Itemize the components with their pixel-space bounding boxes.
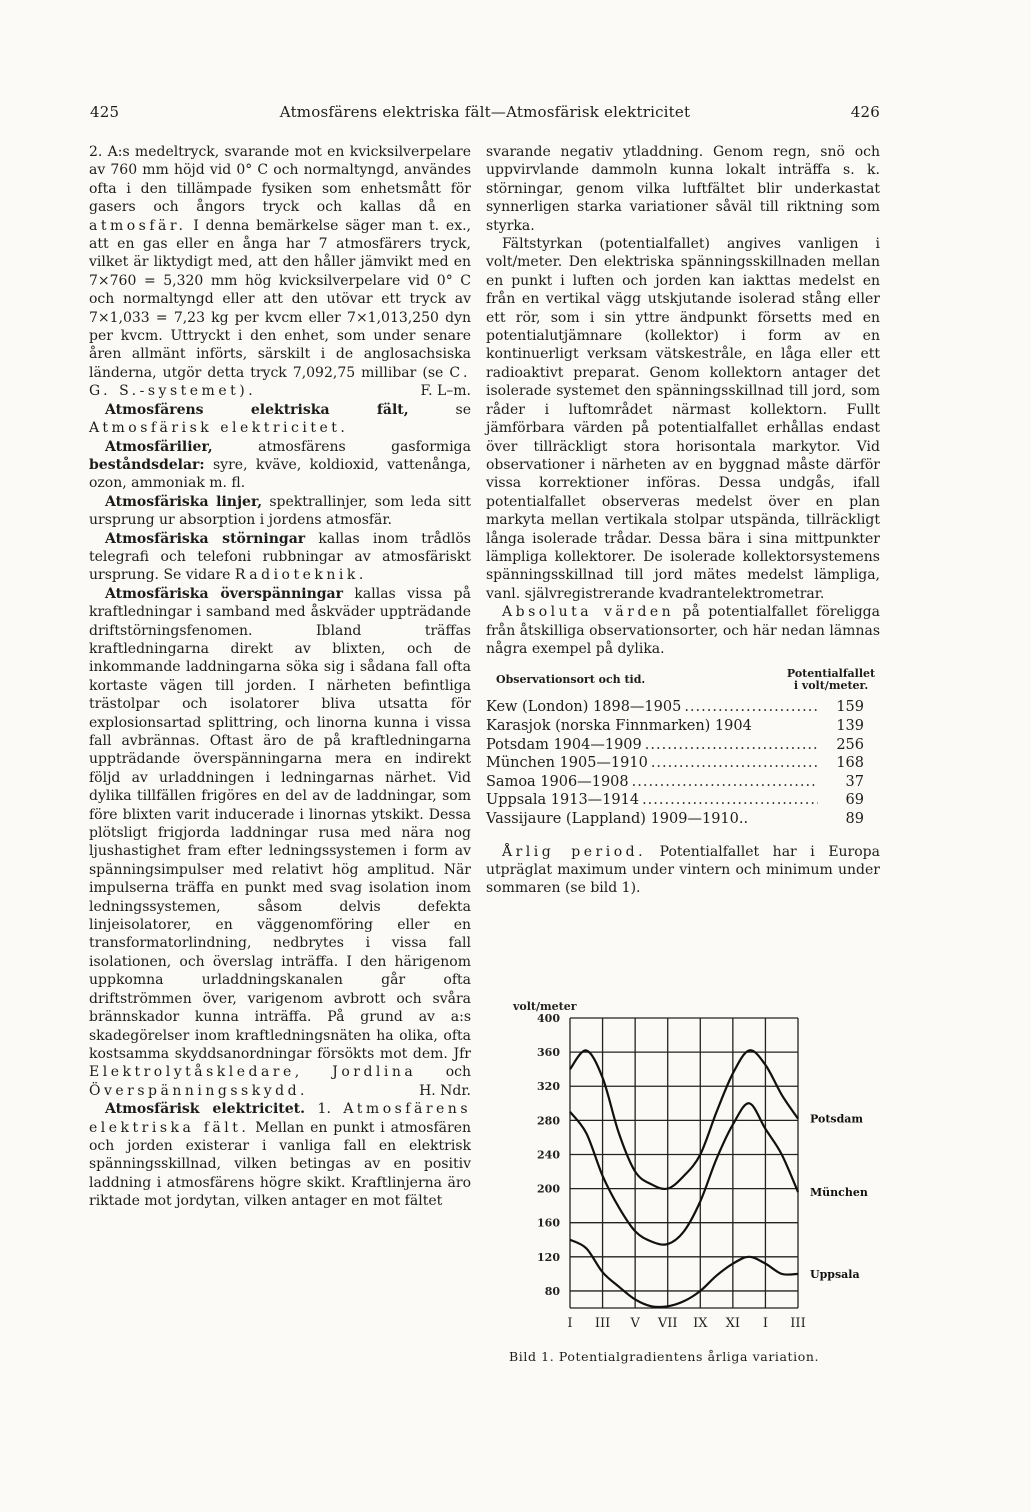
entry-atmosfarilier: Atmosfärilier, atmosfärens gasformiga beståndsdelar: syre, kväve, koldioxid, vattenånga, ozon, ammoniak m. fl.: [89, 438, 472, 492]
left-column: [89, 143, 471, 1211]
paragraph-absoluta-varden: Absoluta värden på potentialfallet föreligga från åtskilliga observationsorter, och här nedan lämnas några exempel på dylika.: [486, 604, 880, 657]
cross-reference-link[interactable]: Jordlina: [332, 1064, 417, 1081]
table-row: Potsdam 1904—1909 ..... 256: [486, 736, 878, 755]
y-tick-label: 320: [537, 1080, 560, 1094]
y-axis-label: volt/meter: [513, 1000, 577, 1013]
table-row: Samoa 1906—1908 ..... 37: [486, 773, 878, 792]
table-row: Uppsala 1913—1914 ..... 69: [486, 791, 878, 810]
y-tick-label: 400: [537, 1012, 560, 1025]
legend-label: Potsdam: [810, 1112, 864, 1126]
series-line-uppsala: [570, 1240, 798, 1307]
entry-atmosfariska-storningar: Atmosfäriska störningar kallas inom trådlös telegrafi och telefoni rubbningar av atmosfäriskt ursprung. Se vidare Radioteknik.: [89, 530, 471, 584]
x-tick-label: III: [790, 1316, 806, 1330]
paragraph-arlig-period: Årlig period. Potentialfallet har i Europa utpräglat maximum under vintern och minimum under sommaren (se bild 1).: [486, 843, 880, 897]
running-header: [90, 103, 880, 127]
potential-table: [486, 668, 878, 828]
figure-caption: Bild 1. Potentialgradientens årliga variation.: [509, 1349, 820, 1364]
author-signature: F. L–m.: [420, 383, 471, 400]
entry-atmosfar-continued: 2. A:s medeltryck, svarande mot en kvicksilverpelare av 760 mm höjd vid 0° C och normaltyngd, användes ofta i den tillämpade fysiken som enhetsmått för gasers och ångors tryck och kallas då en atmosfär. I denna bemärkelse säger man t. ex., att en gas eller en ånga har 7 atmosfärers tryck, vilket är liktydigt med, att den håller jämvikt med en 7×760 = 5,320 mm hög kvicksilverpelare vid 0° C och normaltyngd eller att den utövar ett tryck av 7×1,033 = 7,23 kg per kvcm eller 7×1,013,250 dyn per kvcm. Uttryckt i den enhet, som under senare åren allmänt införts, särskilt i de anglosachsiska länderna, utgör detta tryck 7,092,75 millibar (se C. G. S.-systemet). F. L–m.: [89, 144, 471, 400]
table-row: Karasjok (norska Finnmarken) 1904 139: [486, 717, 864, 734]
legend-label: München: [810, 1186, 868, 1199]
page-number-right: 426: [850, 103, 880, 121]
table-row: Vassijaure (Lappland) 1909—1910.. 89: [486, 810, 864, 827]
potential-gradient-chart: [505, 990, 880, 1330]
y-tick-label: 240: [537, 1148, 560, 1162]
entry-atmosfarens-elektriska-falt: Atmosfärens elektriska fält, se Atmosfärisk elektricitet.: [89, 401, 471, 437]
x-tick-label: VII: [657, 1316, 678, 1330]
running-title: Atmosfärens elektriska fält—Atmosfärisk elektricitet: [279, 103, 691, 121]
column-header-value: Potentialfallet i volt/meter.: [786, 667, 876, 693]
x-tick-label: V: [630, 1316, 640, 1330]
y-tick-label: 200: [537, 1182, 560, 1196]
author-signature: H. Ndr.: [419, 1082, 471, 1099]
page-number-left: 425: [90, 103, 120, 121]
entry-atmosfariska-overspanningar: Atmosfäriska överspänningar kallas vissa på kraftledningar i samband med åskväder uppträdande driftstörningsfenomen. Ibland träffas kraftledningarna direkt av blixten, och de inkommande laddningarna söka sig i sådana fall ofta kortaste vägen till jorden. I närheten befintliga trästolpar och isolatorer bliva utsatta för explosionsartad splittring, och linorna kunna i vissa fall avbrännas. Oftast äro de på kraftledningarna uppträdande överspänningarna mera en indirekt följd av urladdningen i ledningarnas närhet. Vid dylika tillfällen frigöres en del av de laddningar, som före blixten varit inducerade i linornas ytskikt. Dessa plötsligt frigjorda laddningar rusa med nära nog ljushastighet fram efter ledningssystemen i form av spänningsimpulser med relativt hög amplitud. När impulserna träffa en punkt med svag isolation inom ledningssystemen, såsom delvis defekta linjeisolatorer, en väggenomföring eller en transformatorlindning, nedbrytes i vissa fall isolationen, och överslag inträffa. I den härigenom uppkomna urladdningskanalen går ofta driftströmmen över, varigenom avbrott och svåra brännskador kunna inträffa. På grund av a:s skadegörelser inom kraftledningsnäten ha olika, ofta kostsamma skyddsanordningar försökts mot dem. Jfr Elektrolytåskledare, Jordlina och Överspänningsskydd. H. Ndr.: [89, 585, 471, 1099]
paragraph-faltstyrkan: Fältstyrkan (potentialfallet) angives vanligen i volt/meter. Den elektriska spänningsskillnaden mellan en punkt i luften och jorden kan iakttas medelst en från en vertikal vägg utskjutande isolerad stång eller ett rör, som i sin yttre ändpunkt försetts med en potentialutjämnare (kollektor) i form av en kontinuerligt verksam vätskestråle, en låga eller ett radioaktivt preparat. Genom kollektorn antager det isolerade systemet den spänningsskillnad till jord, som råder i luftområdet närmast kollektorn. Fullt jämförbara värden på potentialfallet erhållas endast över tillräckligt stora horisontala markytor. Vid observationer i närheten av en byggnad måste därför vissa korrektioner införas. Dessa undgås, ifall potentialfallet observeras medelst över en plan markyta mellan vertikala stolpar utspända, tillräckligt långa isolerade trådar. Dessa bära i sina mittpunkter lämpliga kollektorer. De isolerade kollektorsystemens spänningsskillnad till jord mätes medelst lämpliga, vanl. självregistrerande kvadrantelektrometrar.: [486, 236, 880, 602]
series-line-potsdam: [570, 1050, 798, 1189]
y-tick-label: 120: [537, 1250, 560, 1264]
entry-atmosfariska-linjer: Atmosfäriska linjer, spektrallinjer, som leda sitt ursprung ur absorption i jordens atmosfär.: [89, 493, 472, 529]
cross-reference-link[interactable]: Radioteknik.: [234, 567, 367, 584]
series-line-münchen: [570, 1103, 798, 1244]
column-header-place: Observationsort och tid.: [496, 673, 646, 687]
entry-atmosfarisk-elektricitet: Atmosfärisk elektricitet. 1. Atmosfärens elektriska fält. Mellan en punkt i atmosfären och jorden existerar i vanliga fall en elektrisk spänningsskillnad, vilken betingas av en positiv laddning i atmosfärens högre skikt. Kraftlinjerna äro riktade mot jordytan, vilken antager en mot fältet: [89, 1101, 472, 1210]
legend-label: Uppsala: [810, 1267, 860, 1281]
x-tick-label: IX: [693, 1316, 708, 1330]
x-tick-label: I: [567, 1316, 573, 1330]
y-tick-label: 80: [544, 1284, 560, 1298]
table-header: [486, 668, 878, 698]
cross-reference-link[interactable]: Atmosfärisk elektricitet.: [89, 420, 349, 437]
cross-reference-link[interactable]: Elektrolytåskledare,: [89, 1064, 303, 1081]
y-tick-label: 160: [537, 1216, 560, 1230]
cross-reference-link[interactable]: Överspänningsskydd.: [89, 1082, 308, 1099]
paragraph-continued: svarande negativ ytladdning. Genom regn, snö och uppvirvlande dammoln kunna lokalt inträffa s. k. störningar, genom vilka luftfältet blir underkastat synnerligen starka variationer såväl till riktning som styrka.: [486, 144, 880, 234]
x-tick-label: I: [762, 1316, 768, 1330]
table-row: Kew (London) 1898—1905 ..... 159: [486, 698, 878, 717]
right-column: [486, 143, 880, 898]
x-tick-label: III: [594, 1316, 611, 1330]
y-tick-label: 360: [537, 1046, 560, 1060]
x-tick-label: XI: [725, 1316, 741, 1330]
y-tick-label: 280: [537, 1114, 560, 1128]
table-row: München 1905—1910 ..... 168: [486, 754, 878, 773]
